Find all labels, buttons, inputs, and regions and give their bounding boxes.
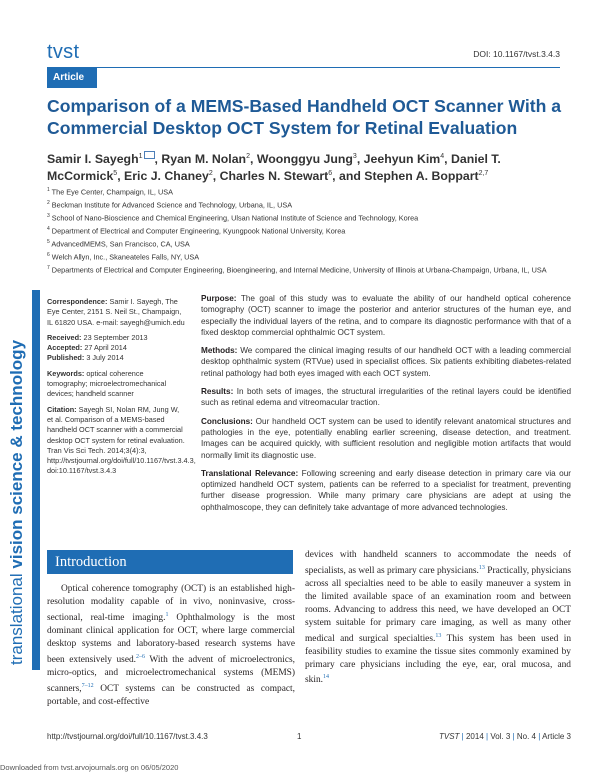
citation[interactable]: Citation: Sayegh SI, Nolan RM, Jung W, et al. Comparison of a MEMS-based handheld OCT scanner with a commercial desktop OCT system for retinal evaluation. Tran Vis Sci Tech. 2014;3(4):3, http://tvstjournal.org/doi/full/10.1167/tvst.3.4.3, doi:10.1167/tvst.3.4.3 (47, 404, 196, 476)
ref-link[interactable]: 7–12 (81, 682, 94, 689)
keywords: Keywords: optical coherence tomography; microelectromechanical devices; handheld scanner (47, 368, 167, 399)
affiliation-item: $^4$ Department of Electrical and Computer Engineering, Kyungpook National University, Korea (47, 225, 346, 236)
intro-paragraph-2: devices with handheld scanners to accommodate the needs of specialists, as well as primary care physicians.$^{13}$ Practically, physicians across all specialties need to be able to easily maneuver a system in the limited available space of an examination room and between rooms. Advancing to address this need, we have developed an OCT system suitable for primary care imaging, as well as many other medical and surgical specialties.$^{13}$ This system has been used in feasibility studies to examine the tissue sites commonly examined by primary care physicians including the eye, ear, oral mucosa, and skin.$^{14}$ (305, 550, 572, 686)
journal-side-bar (32, 290, 40, 670)
affiliation-item: $^3$ School of Nano-Bioscience and Chemical Engineering, Ulsan National Institute of Science and Technology, Korea (47, 212, 419, 223)
affiliation-item: $^7$ Departments of Electrical and Computer Engineering, Bioengineering, and Internal Medicine, University of Illinois at Urbana-Champaign, Urbana, IL, USA (47, 264, 547, 274)
author-name: Samir I. Sayegh (47, 152, 139, 166)
header-divider (47, 67, 560, 68)
author-affiliation-marker: 3 (352, 152, 357, 160)
author-affiliation-marker: 2,7 (478, 169, 489, 177)
abstract-results: Results: In both sets of images, the structural irregularities of the retinal layers could be identified such as retinal edema and vitreomacular traction. (201, 387, 571, 408)
intro-paragraph-1: Optical coherence tomography (OCT) is an established high-resolution modality capable of in vivo, noninvasive, cross-sectional, real-time imaging.$^1$ Ophthalmology is the most dominant clinical application for OCT, where large commercial desktop systems and laboratory-based research systems have been extensively used.$^{2-6}$ With the advent of microelectronics, micro-optics, and microelectromechanical systems (MEMS) scanners,$^{7-12}$ OCT systems can be constructed as compact, portable, and cost-effective (47, 584, 295, 707)
correspondence-text[interactable]: Samir I. Sayegh, The Eye Center, 2151 S. Neil St., Champaign, IL 61820 USA. e-mail: sayegh@umich.edu (47, 297, 185, 327)
abstract (201, 293, 571, 520)
correspondence: Correspondence: Samir I. Sayegh, The Eye Center, 2151 S. Neil St., Champaign, IL 61820 USA. e-mail: sayegh@umich.edu (47, 297, 185, 327)
received-date: Received: 23 September 2013 (47, 332, 148, 342)
affiliation-item: $^1$ The Eye Center, Champaign, IL, USA (47, 187, 173, 197)
published-date: Published: 3 July 2014 (47, 353, 124, 363)
abstract-relevance: Translational Relevance: Following screening and early disease detection in primary care via our optimized handheld OCT system, patients can be referred to a specialist for treatment, preventing further disease progression. While many primary care physicians are adept at using the ophthalmoscope, they can definitely take advantage of more advanced technologies. (201, 468, 571, 512)
journal-logo: tvst (47, 41, 80, 63)
author-name: Charles N. Stewart (219, 169, 329, 183)
page-number: 1 (297, 732, 302, 741)
footer-citation: TVST | 2014 | Vol. 3 | No. 4 | Article 3 (438, 732, 571, 741)
author-affiliation-marker: 1 (138, 152, 143, 160)
publication-dates (47, 333, 185, 364)
author-name: Woonggyu Jung (256, 152, 353, 166)
author-name: Daniel T. McCormick (47, 152, 501, 183)
article-title: Comparison of a MEMS-Based Handheld OCT Scanner With a Commercial Desktop OCT System for Retinal Evaluation (47, 96, 562, 138)
affiliation-item: $^5$ AdvancedMEMS, San Francisco, CA, USA (47, 238, 190, 249)
journal-side-title (7, 285, 27, 665)
download-notice: Downloaded from tvst.arvojournals.org on 06/05/2020 (0, 763, 179, 772)
journal-name-light: translational (7, 573, 26, 665)
doi-label[interactable]: DOI: 10.1167/tvst.3.4.3 (473, 49, 560, 59)
affiliation-list (47, 185, 577, 275)
introduction-heading: Introduction (47, 550, 293, 574)
ref-link[interactable]: 2–6 (136, 653, 146, 660)
journal-name-bold: vision science & technology (7, 339, 26, 569)
affiliation-item: $^2$ Beckman Institute for Advanced Science and Technology, Urbana, IL, USA (47, 199, 293, 210)
accepted-date: Accepted: 27 April 2014 (47, 343, 127, 353)
author-name: Jeehyun Kim (363, 152, 441, 166)
author-name: Stephen A. Boppart (364, 169, 479, 183)
email-icon[interactable] (144, 151, 155, 159)
author-affiliation-marker: 4 (440, 152, 445, 160)
ref-link[interactable]: 13 (435, 632, 442, 639)
author-affiliation-marker: 2 (208, 169, 213, 177)
ref-link[interactable]: 14 (322, 674, 329, 681)
author-list: Samir I. Sayegh$^1$ , Ryan M. Nolan$^2$, Woonggyu Jung$^3$, Jeehyun Kim$^4$, Daniel T. McCormick$^5$, Eric J. Chaney$^2$, Charles N. Stewart$^6$, and Stephen A. Boppart$^{2,7}$ (47, 152, 501, 183)
article-info-column (47, 297, 196, 482)
ref-link[interactable]: 1 (165, 611, 169, 618)
footer-url[interactable]: http://tvstjournal.org/doi/full/10.1167/tvst.3.4.3 (47, 732, 208, 741)
abstract-purpose: Purpose: The goal of this study was to evaluate the ability of our handheld optical coherence tomography (OCT) scanner to image the posterior and anterior structures of the human eye, and especially the individual layers of the retina, and to compare its diagnostic performance with that of a fixed desktop commercial ophthalmic OCT system. (201, 294, 571, 337)
author-name: Ryan M. Nolan (161, 152, 247, 166)
abstract-methods: Methods: We compared the clinical imaging results of our handheld OCT with a leading commercial desktop ophthalmic system (RTVue) used in specialist offices. Six patients exhibiting diabetes-related retinal pathology had both eyes imaged with each OCT system. (201, 346, 571, 378)
affiliation-item: $^6$ Welch Allyn, Inc., Skaneateles Falls, NY, USA (47, 251, 200, 262)
author-affiliation-marker: 2 (246, 152, 250, 160)
ref-link[interactable]: 13 (478, 564, 485, 571)
article-type-badge: Article (47, 68, 97, 88)
author-affiliation-marker: 5 (113, 169, 118, 177)
author-name: Eric J. Chaney (124, 169, 209, 183)
abstract-conclusions: Conclusions: Our handheld OCT system can be used to identify relevant anatomical structures and pathologies in the eye, potentially enabling earlier screening, disease detection, and treatment. Images can be acquired quickly, with sufficient resolution and negligible motion artifacts that would normally limit its diagnostic use. (201, 416, 571, 460)
author-affiliation-marker: 6 (328, 169, 333, 177)
